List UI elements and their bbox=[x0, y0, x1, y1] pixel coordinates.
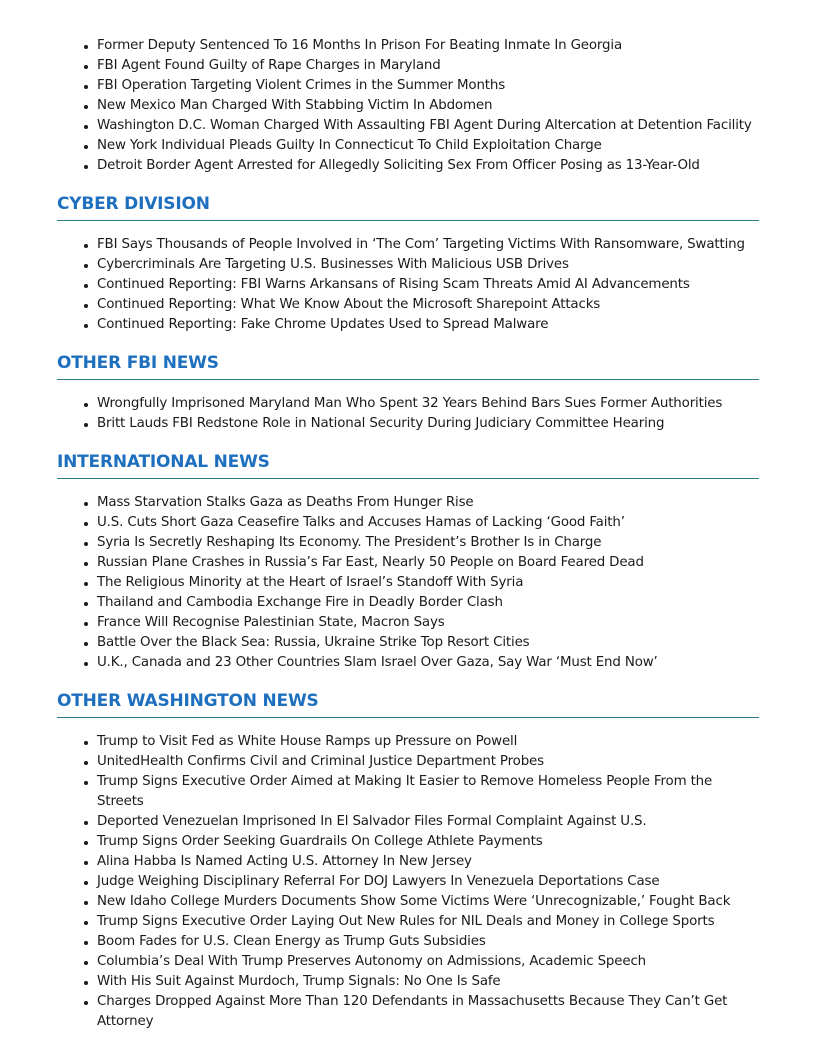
section-header bbox=[57, 450, 759, 479]
news-headline[interactable]: Russian Plane Crashes in Russia’s Far East, Nearly 50 People on Board Feared Dead bbox=[97, 553, 759, 573]
news-headline[interactable]: Alina Habba Is Named Acting U.S. Attorney In New Jersey bbox=[97, 852, 759, 872]
news-headline[interactable]: Britt Lauds FBI Redstone Role in National Security During Judiciary Committee Hearing bbox=[97, 414, 759, 434]
top-news-list bbox=[57, 36, 759, 176]
news-headline[interactable]: Continued Reporting: What We Know About the Microsoft Sharepoint Attacks bbox=[97, 295, 759, 315]
section-title: OTHER FBI NEWS bbox=[57, 353, 219, 373]
news-headline[interactable]: Boom Fades for U.S. Clean Energy as Trump Guts Subsidies bbox=[97, 932, 759, 952]
news-headline[interactable]: Wrongfully Imprisoned Maryland Man Who Spent 32 Years Behind Bars Sues Former Authorities bbox=[97, 394, 759, 414]
news-headline[interactable]: Battle Over the Black Sea: Russia, Ukraine Strike Top Resort Cities bbox=[97, 633, 759, 653]
news-digest-page bbox=[57, 36, 759, 1032]
news-headline[interactable]: Columbia’s Deal With Trump Preserves Autonomy on Admissions, Academic Speech bbox=[97, 952, 759, 972]
news-headline[interactable]: Continued Reporting: Fake Chrome Updates Used to Spread Malware bbox=[97, 315, 759, 335]
news-headline[interactable]: Trump Signs Executive Order Aimed at Making It Easier to Remove Homeless People From the Streets bbox=[97, 772, 759, 812]
section-header bbox=[57, 689, 759, 718]
news-headline[interactable]: FBI Agent Found Guilty of Rape Charges in Maryland bbox=[97, 56, 759, 76]
news-headline[interactable]: Former Deputy Sentenced To 16 Months In Prison For Beating Inmate In Georgia bbox=[97, 36, 759, 56]
news-headline[interactable]: Mass Starvation Stalks Gaza as Deaths From Hunger Rise bbox=[97, 493, 759, 513]
news-headline[interactable]: Thailand and Cambodia Exchange Fire in Deadly Border Clash bbox=[97, 593, 759, 613]
section-news-list bbox=[57, 493, 759, 673]
section-header bbox=[57, 351, 759, 380]
news-headline[interactable]: FBI Operation Targeting Violent Crimes in the Summer Months bbox=[97, 76, 759, 96]
section-header bbox=[57, 192, 759, 221]
news-headline[interactable]: New Mexico Man Charged With Stabbing Victim In Abdomen bbox=[97, 96, 759, 116]
news-headline[interactable]: Trump Signs Order Seeking Guardrails On College Athlete Payments bbox=[97, 832, 759, 852]
news-headline[interactable]: Judge Weighing Disciplinary Referral For DOJ Lawyers In Venezuela Deportations Case bbox=[97, 872, 759, 892]
news-headline[interactable]: U.S. Cuts Short Gaza Ceasefire Talks and Accuses Hamas of Lacking ‘Good Faith’ bbox=[97, 513, 759, 533]
news-headline[interactable]: Detroit Border Agent Arrested for Allegedly Soliciting Sex From Officer Posing as 13-Year-Old bbox=[97, 156, 759, 176]
news-headline[interactable]: New Idaho College Murders Documents Show Some Victims Were ‘Unrecognizable,’ Fought Back bbox=[97, 892, 759, 912]
section-news-list bbox=[57, 235, 759, 335]
section-title: CYBER DIVISION bbox=[57, 194, 210, 214]
news-headline[interactable]: Continued Reporting: FBI Warns Arkansans of Rising Scam Threats Amid AI Advancements bbox=[97, 275, 759, 295]
news-headline[interactable]: UnitedHealth Confirms Civil and Criminal Justice Department Probes bbox=[97, 752, 759, 772]
news-headline[interactable]: With His Suit Against Murdoch, Trump Signals: No One Is Safe bbox=[97, 972, 759, 992]
news-headline[interactable]: Trump Signs Executive Order Laying Out New Rules for NIL Deals and Money in College Sports bbox=[97, 912, 759, 932]
section-title: OTHER WASHINGTON NEWS bbox=[57, 691, 319, 711]
news-headline[interactable]: Deported Venezuelan Imprisoned In El Salvador Files Formal Complaint Against U.S. bbox=[97, 812, 759, 832]
news-sections bbox=[57, 192, 759, 1032]
news-headline[interactable]: The Religious Minority at the Heart of Israel’s Standoff With Syria bbox=[97, 573, 759, 593]
news-headline[interactable]: Charges Dropped Against More Than 120 Defendants in Massachusetts Because They Can’t Get Attorney bbox=[97, 992, 759, 1032]
section-title: INTERNATIONAL NEWS bbox=[57, 452, 270, 472]
news-headline[interactable]: U.K., Canada and 23 Other Countries Slam Israel Over Gaza, Say War ‘Must End Now’ bbox=[97, 653, 759, 673]
news-headline[interactable]: France Will Recognise Palestinian State, Macron Says bbox=[97, 613, 759, 633]
news-headline[interactable]: Syria Is Secretly Reshaping Its Economy. The President’s Brother Is in Charge bbox=[97, 533, 759, 553]
news-headline[interactable]: FBI Says Thousands of People Involved in ‘The Com’ Targeting Victims With Ransomware, Swatting bbox=[97, 235, 759, 255]
news-headline[interactable]: Washington D.C. Woman Charged With Assaulting FBI Agent During Altercation at Detention Facility bbox=[97, 116, 759, 136]
news-headline[interactable]: Trump to Visit Fed as White House Ramps up Pressure on Powell bbox=[97, 732, 759, 752]
news-headline[interactable]: Cybercriminals Are Targeting U.S. Businesses With Malicious USB Drives bbox=[97, 255, 759, 275]
section-news-list bbox=[57, 732, 759, 1032]
section-news-list bbox=[57, 394, 759, 434]
news-headline[interactable]: New York Individual Pleads Guilty In Connecticut To Child Exploitation Charge bbox=[97, 136, 759, 156]
